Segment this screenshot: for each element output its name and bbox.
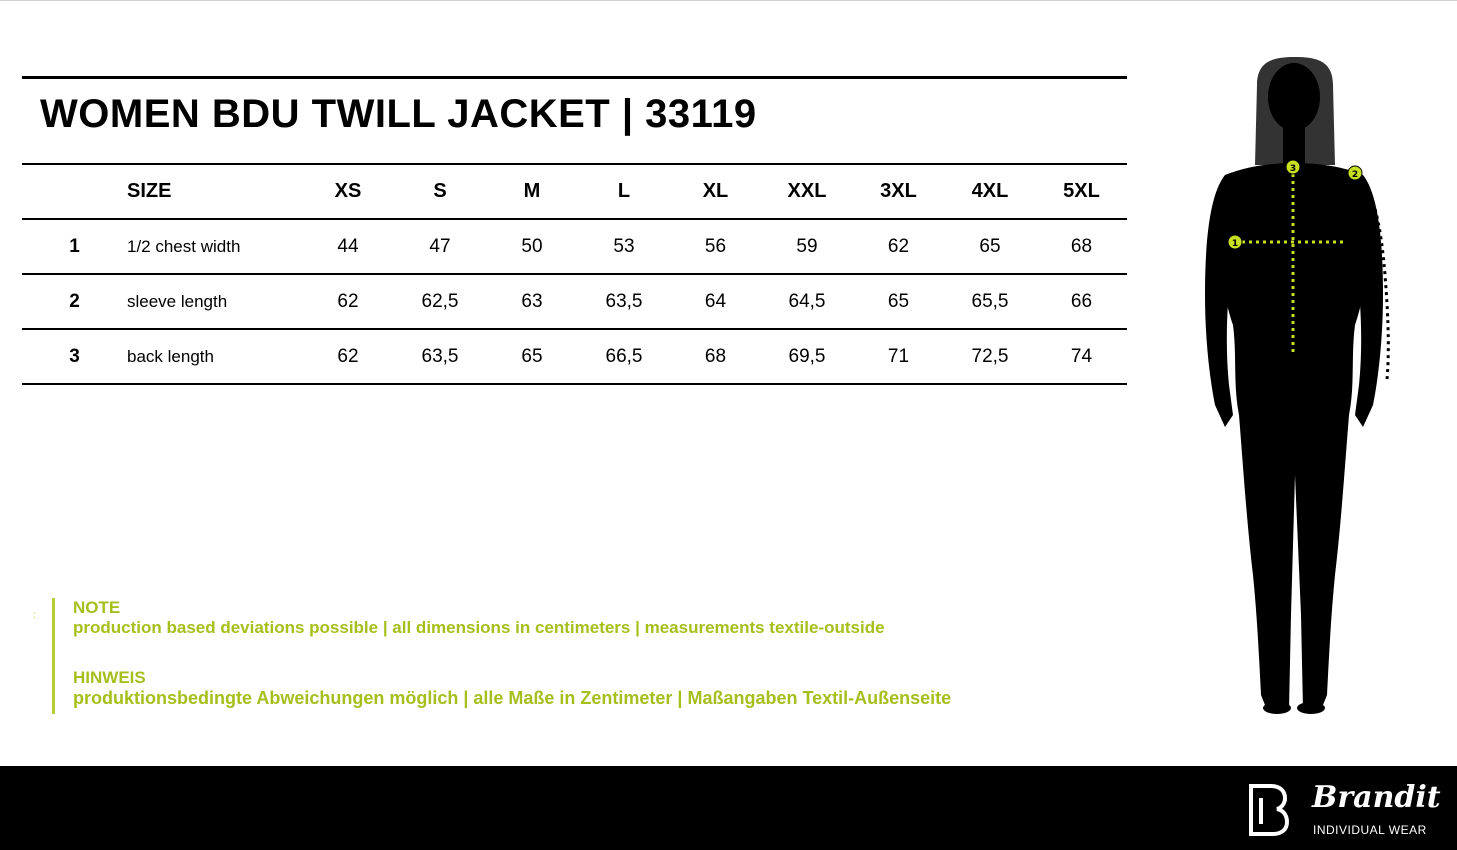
cell-value: 63,5: [578, 274, 670, 329]
size-header: SIZE: [127, 164, 302, 219]
marker-3-label: 3: [1289, 164, 1297, 174]
table-row: [22, 274, 1127, 329]
table-row: [22, 219, 1127, 274]
row-label: sleeve length: [127, 274, 302, 329]
size-chart-table: [22, 163, 1127, 385]
footer-bar: [0, 766, 1457, 850]
cell-value: 50: [486, 219, 578, 274]
note-heading-en: NOTE: [73, 598, 121, 617]
row-number: 1: [22, 219, 127, 274]
cell-value: 71: [853, 329, 944, 384]
cell-value: 66,5: [578, 329, 670, 384]
note-block: [52, 598, 951, 714]
cell-value: 65,5: [944, 274, 1036, 329]
cell-value: 53: [578, 219, 670, 274]
size-col-header: 4XL: [944, 164, 1036, 219]
cell-value: 68: [670, 329, 761, 384]
note-text-de: produktionsbedingte Abweichungen möglich | alle Maße in Zentimeter | Maßangaben Textil-Außenseite: [73, 688, 952, 708]
page-title: WOMEN BDU TWILL JACKET | 33119: [40, 92, 757, 136]
note-heading-de: HINWEIS: [73, 668, 146, 687]
cell-value: 65: [486, 329, 578, 384]
row-number: 2: [22, 274, 127, 329]
brand-name: Brandit: [1312, 780, 1441, 815]
cell-value: 63,5: [394, 329, 486, 384]
marker-2-label: 2: [1351, 170, 1359, 180]
cell-value: 69,5: [761, 329, 853, 384]
cell-value: 59: [761, 219, 853, 274]
header-blank: [22, 164, 127, 219]
measurement-figure: [1195, 55, 1405, 720]
row-number: 3: [22, 329, 127, 384]
row-label: back length: [127, 329, 302, 384]
marker-3-icon: [1286, 160, 1300, 174]
note-text-en: production based deviations possible | all dimensions in centimeters | measurements textile-outside: [73, 618, 885, 637]
cell-value: 64,5: [761, 274, 853, 329]
cell-value: 68: [1036, 219, 1127, 274]
row-label: 1/2 chest width: [127, 219, 302, 274]
cell-value: 72,5: [944, 329, 1036, 384]
size-col-header: 3XL: [853, 164, 944, 219]
table-row: [22, 329, 1127, 384]
size-col-header: XXL: [761, 164, 853, 219]
top-divider: [0, 0, 1457, 1]
cell-value: 44: [302, 219, 394, 274]
marker-1-icon: [1228, 235, 1242, 249]
size-header-row: [22, 164, 1127, 219]
cell-value: 63: [486, 274, 578, 329]
female-silhouette-icon: [1205, 57, 1383, 714]
title-top-rule: [22, 76, 1127, 79]
note-marker-icon: :: [33, 610, 36, 621]
cell-value: 62: [853, 219, 944, 274]
marker-1-label: 1: [1231, 239, 1239, 249]
cell-value: 47: [394, 219, 486, 274]
brand-tagline: INDIVIDUAL WEAR: [1313, 823, 1427, 837]
cell-value: 65: [853, 274, 944, 329]
cell-value: 62: [302, 329, 394, 384]
cell-value: 65: [944, 219, 1036, 274]
size-col-header: 5XL: [1036, 164, 1127, 219]
size-col-header: XS: [302, 164, 394, 219]
cell-value: 56: [670, 219, 761, 274]
cell-value: 74: [1036, 329, 1127, 384]
cell-value: 66: [1036, 274, 1127, 329]
size-col-header: S: [394, 164, 486, 219]
marker-2-icon: [1348, 166, 1362, 180]
size-col-header: M: [486, 164, 578, 219]
brandit-logo-icon: [1249, 784, 1289, 836]
cell-value: 62,5: [394, 274, 486, 329]
size-col-header: XL: [670, 164, 761, 219]
cell-value: 62: [302, 274, 394, 329]
size-col-header: L: [578, 164, 670, 219]
cell-value: 64: [670, 274, 761, 329]
